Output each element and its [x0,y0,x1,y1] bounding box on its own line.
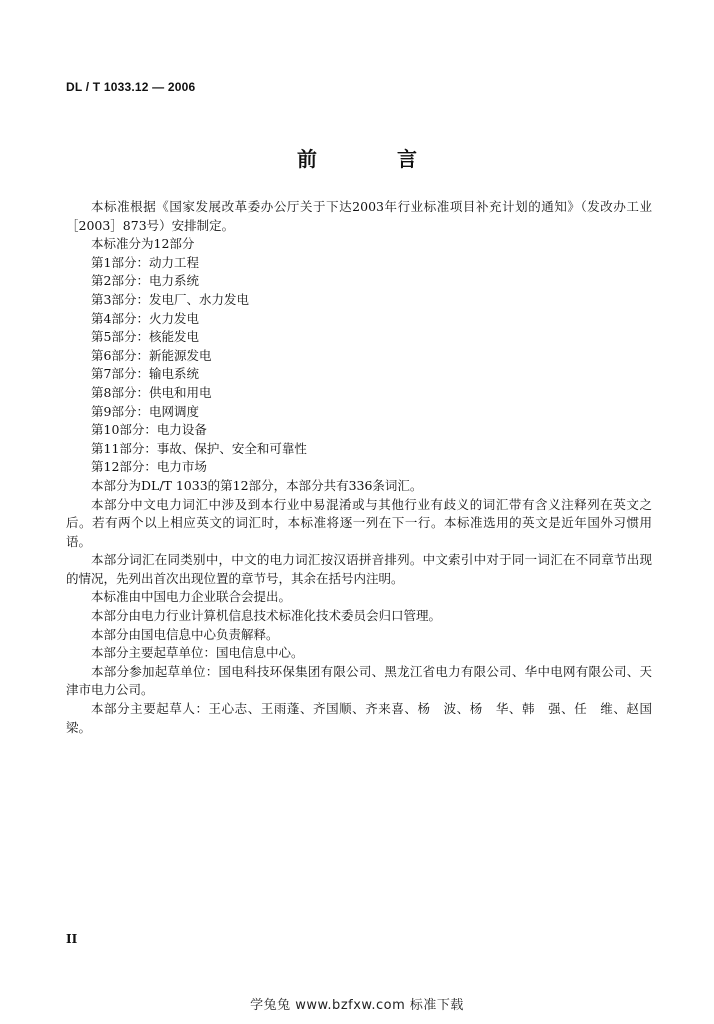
page-title: 前 言 [297,147,447,171]
list-item: 第11部分：事故、保护、安全和可靠性 [91,440,307,456]
page-number: II [66,932,78,946]
body-paragraph: 本部分由国电信息中心负责解释。 [91,626,279,642]
list-item: 第8部分：供电和用电 [91,384,212,400]
footer-watermark: 学兔兔 www.bzfxw.com 标准下载 [250,998,464,1013]
standard-code: DL / T 1033.12 — 2006 [66,80,196,94]
body-paragraph: 本部分为DL/T 1033的第12部分，本部分共有336条词汇。 [91,477,423,493]
body-paragraph: 本部分中文电力词汇中涉及到本行业中易混淆或与其他行业有歧义的词汇带有含义注释列在英文之后。若有两个以上相应英文的词汇时，本标准将逐一列在下一行。本标准选用的英文是近年国外习惯用语。 [66,496,652,549]
body-paragraph: 本部分主要起草单位：国电信息中心。 [91,645,304,661]
intro-paragraph: 本标准分为12部分 [91,236,195,252]
intro-paragraph: 本标准根据《国家发展改革委办公厅关于下达2003年行业标准项目补充计划的通知》（发改办工业［2003］873号）安排制定。 [66,199,652,233]
list-item: 第12部分：电力市场 [91,459,207,475]
list-item: 第6部分：新能源发电 [91,347,212,363]
document-body [66,198,652,737]
body-paragraph: 本部分主要起草人：王心志、王雨蓬、齐国顺、齐来喜、杨 波、杨 华、韩 强、任 维、赵国梁。 [66,701,652,735]
list-item: 第1部分：动力工程 [91,254,199,270]
parts-list [66,254,652,477]
body-paragraph: 本标准由中国电力企业联合会提出。 [91,589,292,605]
body-paragraph: 本部分词汇在同类别中，中文的电力词汇按汉语拼音排列。中文索引中对于同一词汇在不同章节出现的情况，先列出首次出现位置的章节号，其余在括号内注明。 [66,552,652,586]
body-paragraph: 本部分参加起草单位：国电科技环保集团有限公司、黑龙江省电力有限公司、华中电网有限公司、天津市电力公司。 [66,663,652,698]
list-item: 第4部分：火力发电 [91,310,199,326]
list-item: 第2部分：电力系统 [91,273,199,289]
list-item: 第10部分：电力设备 [91,422,207,438]
list-item: 第3部分：发电厂、水力发电 [91,291,249,307]
list-item: 第7部分：输电系统 [91,366,199,382]
list-item: 第9部分：电网调度 [91,403,199,419]
body-paragraph: 本部分由电力行业计算机信息技术标准化技术委员会归口管理。 [91,608,442,624]
list-item: 第5部分：核能发电 [91,329,199,345]
